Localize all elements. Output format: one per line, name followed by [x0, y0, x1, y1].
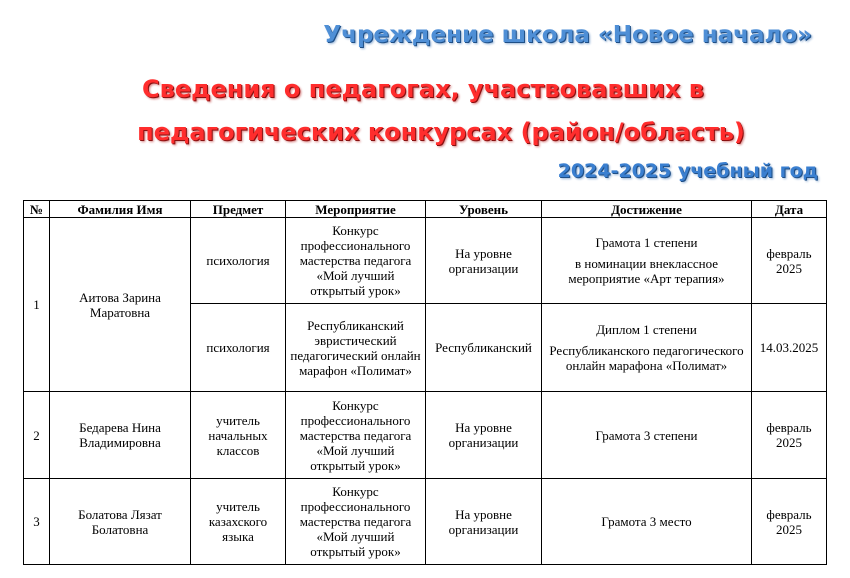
teacher-name: Болатова Лязат Болатовна: [50, 479, 191, 565]
row-number: 1: [24, 218, 50, 392]
table-row: [24, 218, 827, 304]
table-row: [24, 392, 827, 479]
achievement-detail: Республиканского педагогического онлайн марафона «Полимат»: [549, 343, 744, 373]
column-header-achievement: Достижение: [542, 201, 752, 218]
row-number: 3: [24, 479, 50, 565]
subject-cell: учитель начальных классов: [191, 392, 286, 479]
teacher-name: Аитова Зарина Маратовна: [50, 218, 191, 392]
date-cell: 14.03.2025: [752, 304, 827, 392]
achievement-cell: Грамота 3 место: [542, 479, 752, 565]
level-cell: Республиканский: [426, 304, 542, 392]
level-cell: На уровне организации: [426, 218, 542, 304]
school-name: Учреждение школа «Новое начало»: [323, 22, 812, 48]
column-header-subject: Предмет: [191, 201, 286, 218]
subject-cell: психология: [191, 218, 286, 304]
event-cell: Конкурс профессионального мастерства педагога «Мой лучший открытый урок»: [286, 479, 426, 565]
column-header-date: Дата: [752, 201, 827, 218]
achievement-cell: [542, 218, 752, 304]
date-cell: февраль 2025: [752, 392, 827, 479]
subject-cell: психология: [191, 304, 286, 392]
page-title-line-1: Сведения о педагогах, участвовавших в: [142, 75, 704, 103]
column-header-level: Уровень: [426, 201, 542, 218]
column-header-name: Фамилия Имя: [50, 201, 191, 218]
table-row: [24, 479, 827, 565]
date-cell: февраль 2025: [752, 218, 827, 304]
column-header-event: Мероприятие: [286, 201, 426, 218]
event-cell: Республиканский эвристический педагогический онлайн марафон «Полимат»: [286, 304, 426, 392]
achievement-cell: Грамота 3 степени: [542, 392, 752, 479]
table-header-row: [24, 201, 827, 218]
column-header-number: №: [24, 201, 50, 218]
event-cell: Конкурс профессионального мастерства педагога «Мой лучший открытый урок»: [286, 392, 426, 479]
achievement-detail: в номинации внеклассное мероприятие «Арт терапия»: [568, 256, 725, 286]
teachers-contest-table: [23, 200, 827, 565]
date-cell: февраль 2025: [752, 479, 827, 565]
achievement-cell: [542, 304, 752, 392]
event-cell: Конкурс профессионального мастерства педагога «Мой лучший открытый урок»: [286, 218, 426, 304]
achievement-title: Грамота 1 степени: [595, 235, 698, 250]
page-title-line-2: педагогических конкурсах (район/область): [137, 118, 745, 146]
academic-year: 2024-2025 учебный год: [557, 160, 818, 182]
row-number: 2: [24, 392, 50, 479]
achievement-title: Диплом 1 степени: [596, 322, 697, 337]
subject-cell: учитель казахского языка: [191, 479, 286, 565]
level-cell: На уровне организации: [426, 479, 542, 565]
level-cell: На уровне организации: [426, 392, 542, 479]
teacher-name: Бедарева Нина Владимировна: [50, 392, 191, 479]
